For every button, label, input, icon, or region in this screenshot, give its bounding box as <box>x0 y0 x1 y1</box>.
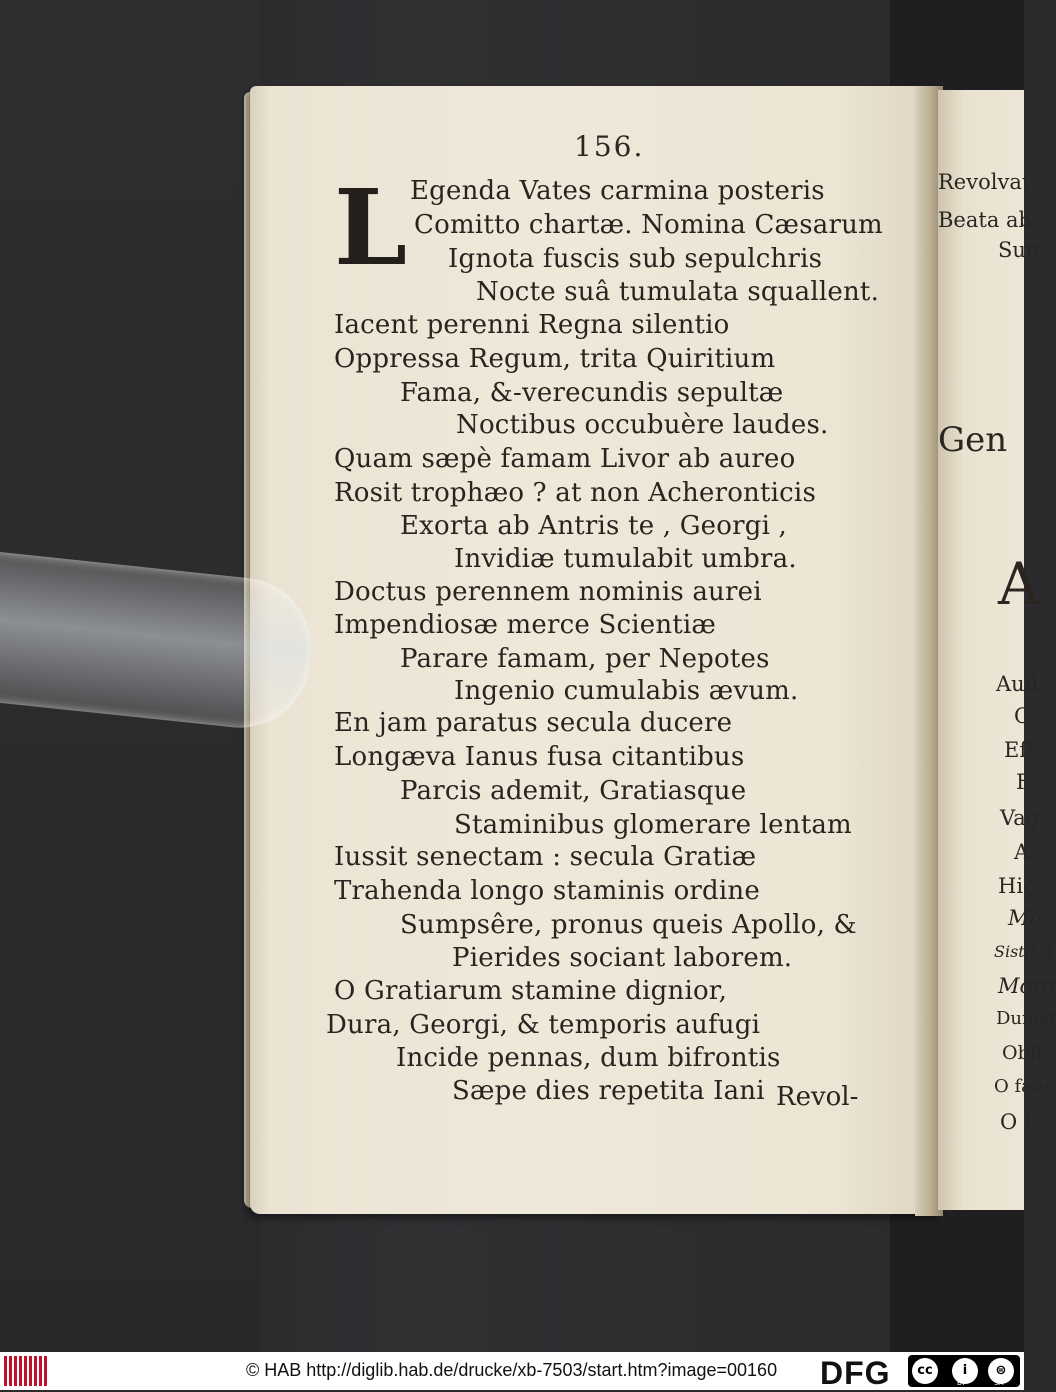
poem-line: Parcis ademit, Gratiasque <box>400 776 747 806</box>
poem-line: Sumpsêre, pronus queis Apollo, & <box>400 910 857 940</box>
poem-line: Nocte suâ tumulata squallent. <box>476 277 880 307</box>
catchword: Revol- <box>776 1082 859 1112</box>
poem-line: Impendiosæ merce Scientiæ <box>334 610 717 640</box>
poem-line: Iussit senectam : secula Gratiæ <box>334 842 757 872</box>
poem-line: Incide pennas, dum bifrontis <box>396 1043 781 1073</box>
poem-line: Ingenio cumulabis ævum. <box>454 676 799 706</box>
facing-page <box>938 90 1056 1210</box>
facing-line: Beata ab <box>938 208 1032 232</box>
by-label: BY <box>957 1379 966 1387</box>
facing-line: Sistit, t <box>994 942 1053 961</box>
dfg-logo[interactable]: DFG <box>820 1355 891 1391</box>
facing-initial: A <box>998 550 1040 618</box>
poem-line: Invidiæ tumulabit umbra. <box>454 544 797 574</box>
facing-line: Dumst <box>996 1008 1056 1029</box>
facing-line: O f <box>1000 1110 1032 1134</box>
poem-line: Egenda Vates carmina posteris <box>410 176 825 206</box>
poem-line: O Gratiarum stamine dignior, <box>334 976 728 1006</box>
facing-line: Mora <box>998 974 1055 998</box>
poem-line: Iacent perenni Regna silentio <box>334 310 730 340</box>
poem-line: Noctibus occubuère laudes. <box>456 410 829 440</box>
poem-line: Comitto chartæ. Nomina Cæsarum <box>414 210 883 240</box>
poem-line: Doctus perennem nominis aurei <box>334 577 762 607</box>
poem-line: Ignota fuscis sub sepulchris <box>448 244 823 274</box>
poem-line: Pierides sociant laborem. <box>452 943 793 973</box>
share-alike-icon: ⊜ <box>988 1358 1014 1384</box>
facing-line: Gen <box>938 420 1008 460</box>
facing-line: Obli <box>1002 1042 1042 1064</box>
poem-line: Dura, Georgi, & temporis aufugi <box>326 1010 761 1040</box>
page-number: 156. <box>574 130 645 163</box>
poem-line: En jam paratus secula ducere <box>334 708 733 738</box>
poem-line: Rosit trophæo ? at non Acheronticis <box>334 478 816 508</box>
footer-bar <box>0 1352 1024 1390</box>
facing-line: Hic <box>998 874 1035 898</box>
facing-line: Aud <box>996 672 1039 696</box>
facing-line: C <box>1014 704 1031 728</box>
facing-line: O faus <box>994 1076 1053 1097</box>
facing-line: F <box>1016 770 1031 794</box>
facing-line: Sup <box>998 238 1040 262</box>
facing-line: A <box>1014 840 1030 864</box>
poem-line: Trahenda longo staminis ordine <box>334 876 760 906</box>
facing-line: Vag <box>1000 806 1040 830</box>
facing-line: Revolvat <box>938 170 1031 194</box>
poem-line: Parare famam, per Nepotes <box>400 644 770 674</box>
copyright-credit[interactable]: © HAB http://diglib.hab.de/drucke/xb-7503/start.htm?image=00160 <box>246 1360 778 1380</box>
poem-line: Fama, &-verecundis sepultæ <box>400 378 784 408</box>
poem-line: Sæpe dies repetita Iani <box>452 1076 765 1106</box>
facing-line: Mo <box>1008 906 1043 930</box>
poem-line: Oppressa Regum, trita Quiritium <box>334 344 776 374</box>
sa-label: SA <box>994 1379 1004 1387</box>
facing-line: Eff <box>1004 738 1035 762</box>
cc-license-badge[interactable] <box>908 1355 1020 1387</box>
poem-line: Exorta ab Antris te , Georgi , <box>400 511 788 541</box>
by-icon: i <box>952 1358 978 1384</box>
poem-line: Staminibus glomerare lentam <box>454 810 852 840</box>
cc-icon: cc <box>912 1358 938 1384</box>
poem-line: Quam sæpè famam Livor ab aureo <box>334 444 796 474</box>
drop-cap: L <box>334 166 408 289</box>
poem-line: Longæva Ianus fusa citantibus <box>334 742 745 772</box>
barcode-icon <box>4 1356 48 1386</box>
